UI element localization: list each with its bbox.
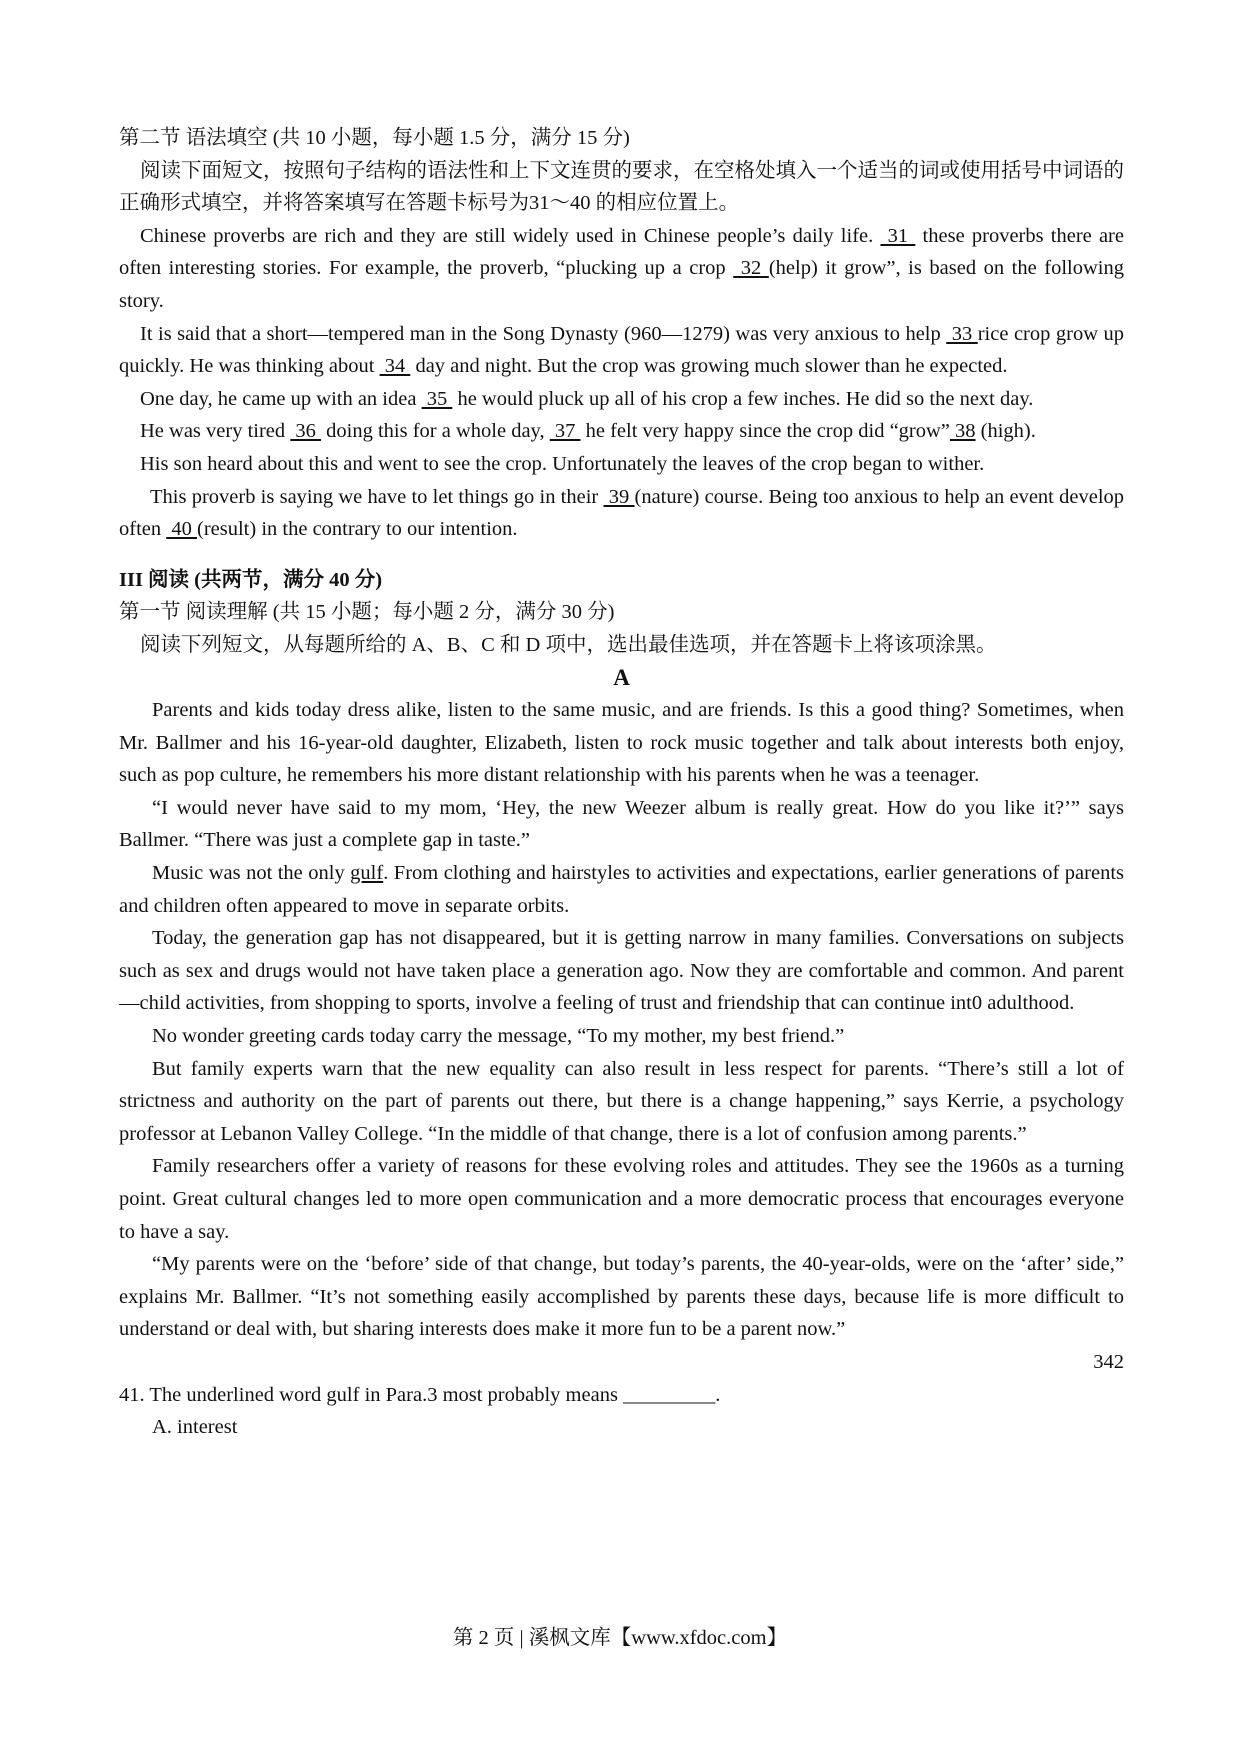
- passage-paragraph-7: Family researchers offer a variety of reasons for these evolving roles and attitudes. They see the 1960s as a turning point. Great cultural changes led to more open communication and a more democratic process that encourages everyone to have a say.: [119, 1155, 1124, 1243]
- passage-paragraph-8: “My parents were on the ‘before’ side of that change, but today’s parents, the 40-year-olds, were on the ‘after’ side,” explains Mr. Ballmer. “It’s not something easily accomplished by parents these days, because life is more difficult to understand or deal with, but sharing interests does make it more fun to be a parent now.”: [119, 1253, 1124, 1341]
- passage-paragraph-6: But family experts warn that the new equality can also result in less respect for parents. “There’s still a lot of strictness and authority on the part of parents out there, but there is a change happening,” says Kerrie, a psychology professor at Lebanon Valley College. “In the middle of that change, there is a lot of confusion among parents.”: [119, 1057, 1124, 1145]
- blank-38: 38: [949, 420, 976, 443]
- blank-36: 36: [290, 420, 322, 443]
- passage-paragraph-1: Parents and kids today dress alike, listen to the same music, and are friends. Is this a good thing? Sometimes, when Mr. Ballmer and his 16-year-old daughter, Elizabeth, listen to rock music together and talk about interests both enjoy, such as pop culture, he remembers his more distant relationship with his parents when he was a teenager.: [119, 699, 1124, 787]
- page-footer: 第 2 页 | 溪枫文库【www.xfdoc.com】: [452, 1627, 788, 1649]
- section2-instruction: 阅读下面短文，按照句子结构的语法性和上下文连贯的要求，在空格处填入一个适当的词或使用括号中词语的正确形式填空，并将答案填写在答题卡标号为31～40 的相应位置上。: [119, 159, 1124, 215]
- reading-section1-heading: 第一节 阅读理解 (共 15 小题；每小题 2 分，满分 30 分): [119, 601, 615, 624]
- spacer: [119, 546, 1124, 564]
- reading-instruction: 阅读下列短文，从每题所给的 A、B、C 和 D 项中，选出最佳选项，并在答题卡上将该项涂黑。: [140, 633, 997, 656]
- blank-35: 35: [421, 387, 453, 410]
- cloze-paragraph-4: He was very tired 36 doing this for a whole day, 37 he felt very happy since the crop did “grow” 38 (high).: [140, 420, 1036, 443]
- blank-40: 40: [166, 518, 197, 541]
- blank-32: 32: [733, 257, 769, 280]
- blank-37: 37: [549, 420, 581, 443]
- underlined-word: gulf: [350, 862, 384, 885]
- word-count: 342: [1093, 1350, 1124, 1373]
- blank-39: 39: [603, 485, 635, 508]
- passage-title: A: [613, 664, 630, 690]
- cloze-paragraph-2: It is said that a short—tempered man in the Song Dynasty (960—1279) was very anxious to help 33 rice crop grow up quickly. He was thinking about 34 day and night. But the crop was growing much slower than he expected.: [119, 322, 1124, 378]
- blank-31: 31: [880, 224, 916, 247]
- passage-paragraph-4: Today, the generation gap has not disappeared, but it is getting narrow in many families. Conversations on subjects such as sex and drugs would not have taken place a generation ago. Now they are comfortable and common. And parent—child activities, from shopping to sports, involve a feeling of trust and friendship that can continue int0 adulthood.: [119, 927, 1124, 1015]
- cloze-paragraph-6: This proverb is saying we have to let things go in their 39 (nature) course. Being too anxious to help an event develop often 40 (result) in the contrary to our intention.: [119, 485, 1125, 541]
- cloze-paragraph-5: His son heard about this and went to see the crop. Unfortunately the leaves of the crop began to wither.: [140, 452, 985, 475]
- passage-paragraph-3: Music was not the only gulf. From clothing and hairstyles to activities and expectations, earlier generations of parents and children often appeared to move in separate orbits.: [119, 862, 1124, 917]
- question-41: 41. The underlined word gulf in Para.3 most probably means _________.: [119, 1383, 721, 1406]
- blank-33: 33: [946, 322, 978, 345]
- page-content: [119, 122, 1124, 1444]
- blank-34: 34: [379, 355, 411, 378]
- question-41-option-a: A. interest: [152, 1416, 238, 1439]
- passage-paragraph-5: No wonder greeting cards today carry the message, “To my mother, my best friend.”: [152, 1025, 845, 1048]
- cloze-paragraph-1: Chinese proverbs are rich and they are still widely used in Chinese people’s daily life. 31 these proverbs there are often interesting stories. For example, the proverb, “plucking up a crop 32 (help) it grow”, is based on the following story.: [119, 224, 1124, 312]
- cloze-paragraph-3: One day, he came up with an idea 35 he would pluck up all of his crop a few inches. He did so the next day.: [140, 387, 1034, 410]
- reading-heading: III 阅读 (共两节，满分 40 分): [119, 568, 383, 591]
- section2-heading: 第二节 语法填空 (共 10 小题，每小题 1.5 分，满分 15 分): [119, 127, 630, 149]
- passage-paragraph-2: “I would never have said to my mom, ‘Hey, the new Weezer album is really great. How do you like it?’” says Ballmer. “There was just a complete gap in taste.”: [119, 796, 1124, 852]
